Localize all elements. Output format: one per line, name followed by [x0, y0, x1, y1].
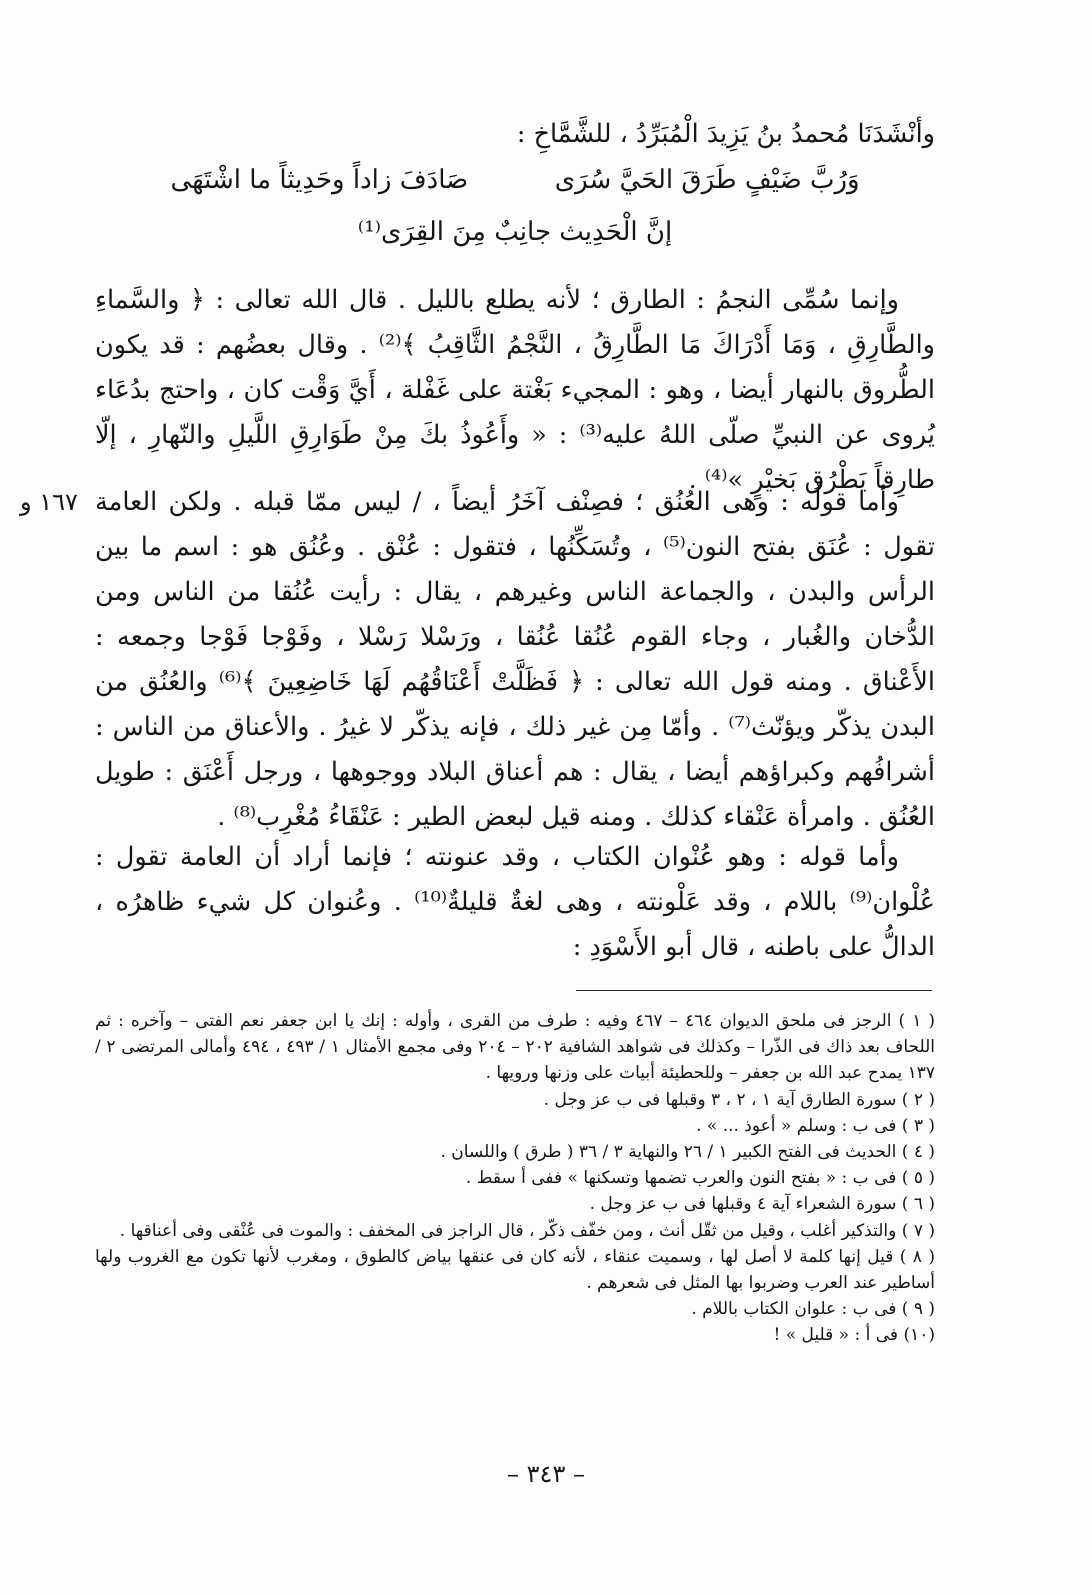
footnote-divider — [576, 990, 932, 991]
footnote-item: ( ٤ ) الحديث فى الفتح الكبير ١ / ٢٦ والنهاية ٣ / ٣٦ ( طرق ) واللسان . — [440, 1142, 935, 1163]
footnote-item: ( ٩ ) فى ب : علوان الكتاب باللام . — [691, 1299, 935, 1320]
footnote-item: ( ٧ ) والتذكير أغلب ، وقيل من ثقّل أنث ، ومن خفّف ذكّر ، قال الراجز فى المخفف : والموت فى عُنْقى وفى أعناقها . — [119, 1220, 935, 1241]
footnote-item: ( ٣ ) فى ب : وسلم « أعوذ ... » . — [696, 1115, 935, 1136]
intro-line: وأنْشَدَنَا مُحمدُ بنُ يَزِيدَ الْمُبَرِّدُ ، للشَّمَّاخِ : — [516, 119, 935, 149]
paragraph-unuq: وأما قولُه : وهى العُنُق ؛ فصِنْف آخَرُ أيضاً ، / ليس ممّا قبله . ولكن العامة تقول : عُنَق بفتح النون⁽⁵⁾ ، وتُسَكِّنُها ، فتقول : عُنْق . وعُنُق هو : اسم ما بين الرأس والبدن ، والجماعة الناس وغيرهم ، يقال : رأيت عُنُقا من الناس ومن الدُّخان والغُبار ، وجاء القوم عُنُقا عُنُقا ، ورَسْلا رَسْلا ، وفَوْجا فَوْجا وجمعه : الأَعْناق . ومنه قول الله تعالى : ﴿ فَظَلَّتْ أَعْنَاقُهُم لَهَا خَاضِعِينَ ﴾⁽⁶⁾ والعُنُق من البدن يذكّر ويؤنّث⁽⁷⁾ . وأمّا مِن غير ذلك ، فإنه يذكّر لا غيرُ . والأعناق من الناس : أشرافُهم وكبراؤهم أيضا ، يقال : هم أعناق البلاد ووجوهها ، ورجل أَعْنَق : طويل العُنُق . وامرأة عَنْقاء كذلك . ومنه قيل لبعض الطير : عَنْقَاءُ مُغْرِب⁽⁸⁾ . — [95, 487, 935, 832]
footnote-item: ( ٦ ) سورة الشعراء آية ٤ وقبلها فى ب عز وجل . — [589, 1194, 935, 1215]
manuscript-folio-note: ١٦٧ و — [20, 488, 78, 516]
page-number: – ٣٤٣ – — [507, 1460, 585, 1488]
footnote-item: (١٠) فى أ : « قليل » ! — [773, 1325, 935, 1346]
footnote-item: ( ١ ) الرجز فى ملحق الديوان ٤٦٤ – ٤٦٧ وفيه : طرف من القرى ، وأوله : إنك يا ابن جعفر نعم الفتى – وآخره : ثم اللحاف بعد ذاك فى الذّرا – وكذلك فى شواهد الشافية ٢٠٢ – ٢٠٤ وفى مجمع الأمثال ١ / ٤٩٣ ، ٤٩٤ وأمالى المرتضى ٢ / ١٣٧ يمدح عبد الله بن جعفر – وللحطيئة أبيات على وزنها ورويها . — [95, 1011, 936, 1084]
verse-hemistich-first: وَرُبَّ ضَيْفٍ طَرَقَ الحَيَّ سُرَى — [554, 165, 860, 195]
footnote-item: ( ٢ ) سورة الطارق آية ١ ، ٢ ، ٣ وقبلها فى ب عز وجل . — [543, 1089, 935, 1110]
verse-line-1 — [95, 158, 935, 202]
verse-line-2: إنَّ الْحَدِيث جانِبٌ مِنَ القِرَى⁽¹⁾ — [357, 217, 673, 247]
paragraph-tariq: وإنما سُمِّى النجمُ : الطارق ؛ لأنه يطلع بالليل . قال الله تعالى : ﴿ والسَّماءِ والطَّارِقِ ، وَمَا أَدْرَاكَ مَا الطَّارِقُ ، النَّجْمُ الثَّاقِبُ ﴾⁽²⁾ . وقال بعضُهم : قد يكون الطُّروق بالنهار أيضا ، وهو : المجيء بَغْتة على غَفْلة ، أَيَّ وَقْت كان ، واحتج بدُعَاء يُروى عن النبيِّ صلّى اللهُ عليه⁽³⁾ : « وأَعُوذُ بكَ مِنْ طَوَارِقِ اللَّيلِ والنّهارِ ، إلّا طارِقاً يَطْرُق بَخيْرٍ »⁽⁴⁾ . — [95, 285, 935, 495]
verse-hemistich-second: صَادَفَ زاداً وحَدِيثاً ما اشْتَهَى — [170, 165, 469, 195]
paragraph-unwan: وأما قوله : وهو عُنْوان الكتاب ، وقد عنونته ؛ فإنما أراد أن العامة تقول : عُلْوان⁽⁹⁾ باللام ، وقد عَلْونته ، وهى لغةٌ قليلةٌ⁽¹⁰⁾ . وعُنوان كل شيء ظاهرُه ، الدالُّ على باطنه ، قال أبو الأَسْوَدِ : — [95, 842, 936, 962]
footnote-item: ( ٨ ) قيل إنها كلمة لا أصل لها ، وسميت عنقاء ، لأنه كان فى عنقها بياض كالطوق ، ومغرب لأنها تكون مع الغروب ولها أساطير عند العرب وضربوا بها المثل فى شعرهم . — [95, 1246, 935, 1294]
footnote-item: ( ٥ ) فى ب : « بفتح النون والعرب تضمها وتسكنها » ففى أ سقط . — [465, 1168, 935, 1189]
footnotes-list — [95, 1008, 935, 1349]
